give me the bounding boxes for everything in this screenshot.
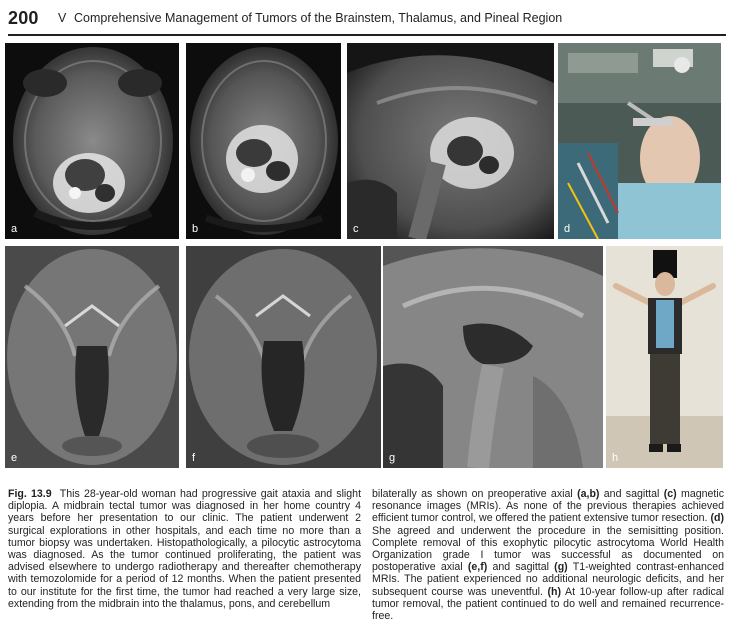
panel-reference: (c) xyxy=(663,488,677,500)
figure-panel-e xyxy=(5,246,179,468)
page-header xyxy=(8,8,728,34)
axial-mri-image xyxy=(5,43,179,239)
header-rule xyxy=(8,34,726,36)
caption-text: At 10-year follow-up after radical tumor removal, the patient continued to do well and remained recurrence-free. xyxy=(372,585,724,623)
figure-panel-d xyxy=(558,43,721,239)
figure-caption-right xyxy=(372,488,724,622)
patient-photo xyxy=(606,246,723,468)
section-number: V xyxy=(58,11,67,25)
panel-label: h xyxy=(612,452,619,464)
caption-text: This 28-year-old woman had progressive gait ataxia and slight diplopia. A midbrain tectal tumor was diagnosed in her home country 4 years before her presentation to our clinic. The patient underwent 2 surgical explorations in other hospitals, and each time no more than a tumor biopsy was undertaken. Histopathologically, a pilocytic astrocytoma was diagnosed. As the tumor continued proliferating, the patient was advised elsewhere to undergo radiotherapy and thereafter chemotherapy with temozolomide for a period of 12 months. When the patient presented to our institute for the first time, the tumor had reached a very large size, extending from the midbrain into the thalamus, pons, and cerebellum xyxy=(8,488,362,610)
axial-mri-image xyxy=(186,43,341,239)
figure-panel-f xyxy=(186,246,381,468)
panel-label: e xyxy=(11,452,18,464)
sagittal-mri-image xyxy=(347,43,554,239)
panel-label: b xyxy=(192,223,199,235)
axial-mri-image xyxy=(186,246,381,468)
panel-reference: (e,f) xyxy=(467,561,488,574)
caption-text: and sagittal xyxy=(599,488,664,500)
axial-mri-image xyxy=(5,246,179,468)
panel-label: d xyxy=(564,223,571,235)
panel-label: f xyxy=(192,452,196,464)
caption-text: T1-weighted contrast-enhanced MRIs. The patient experienced no additional neurologic deficits, and her subsequent course was uneventful. xyxy=(372,561,724,598)
panel-label: a xyxy=(11,223,18,235)
figure-panel-g xyxy=(383,246,603,468)
running-title: Comprehensive Management of Tumors of the Brainstem, Thalamus, and Pineal Region xyxy=(74,11,563,25)
operating-room-photo xyxy=(558,43,721,239)
figure-panel-h xyxy=(606,246,723,468)
page-number: 200 xyxy=(8,8,39,28)
panel-reference: (d) xyxy=(710,512,724,525)
panel-label: c xyxy=(353,223,359,235)
panel-reference: (g) xyxy=(554,561,568,574)
panel-label: g xyxy=(389,452,396,464)
caption-text: bilaterally as shown on preoperative axial xyxy=(372,488,578,500)
figure-label: Fig. 13.9 xyxy=(8,488,52,500)
caption-text: She agreed and underwent the procedure in the semisitting position. Complete removal of this exophytic pilocytic astrocytoma World Health Organization grade I tumor was successful as documented on postoperative axial xyxy=(372,524,724,574)
caption-text: magnetic resonance images (MRIs). As none of the previous therapies achieved efficient tumor control, we offered the patient extensive tumor resection. xyxy=(372,488,724,525)
figure-panel-c xyxy=(347,43,554,239)
sagittal-mri-image xyxy=(383,246,603,468)
panel-reference: (h) xyxy=(547,585,562,598)
caption-text: and sagittal xyxy=(487,561,555,574)
figure-panel-a xyxy=(5,43,179,239)
figure-panel-b xyxy=(186,43,341,239)
figure-caption-left xyxy=(8,488,361,610)
panel-reference: (a,b) xyxy=(577,488,600,500)
